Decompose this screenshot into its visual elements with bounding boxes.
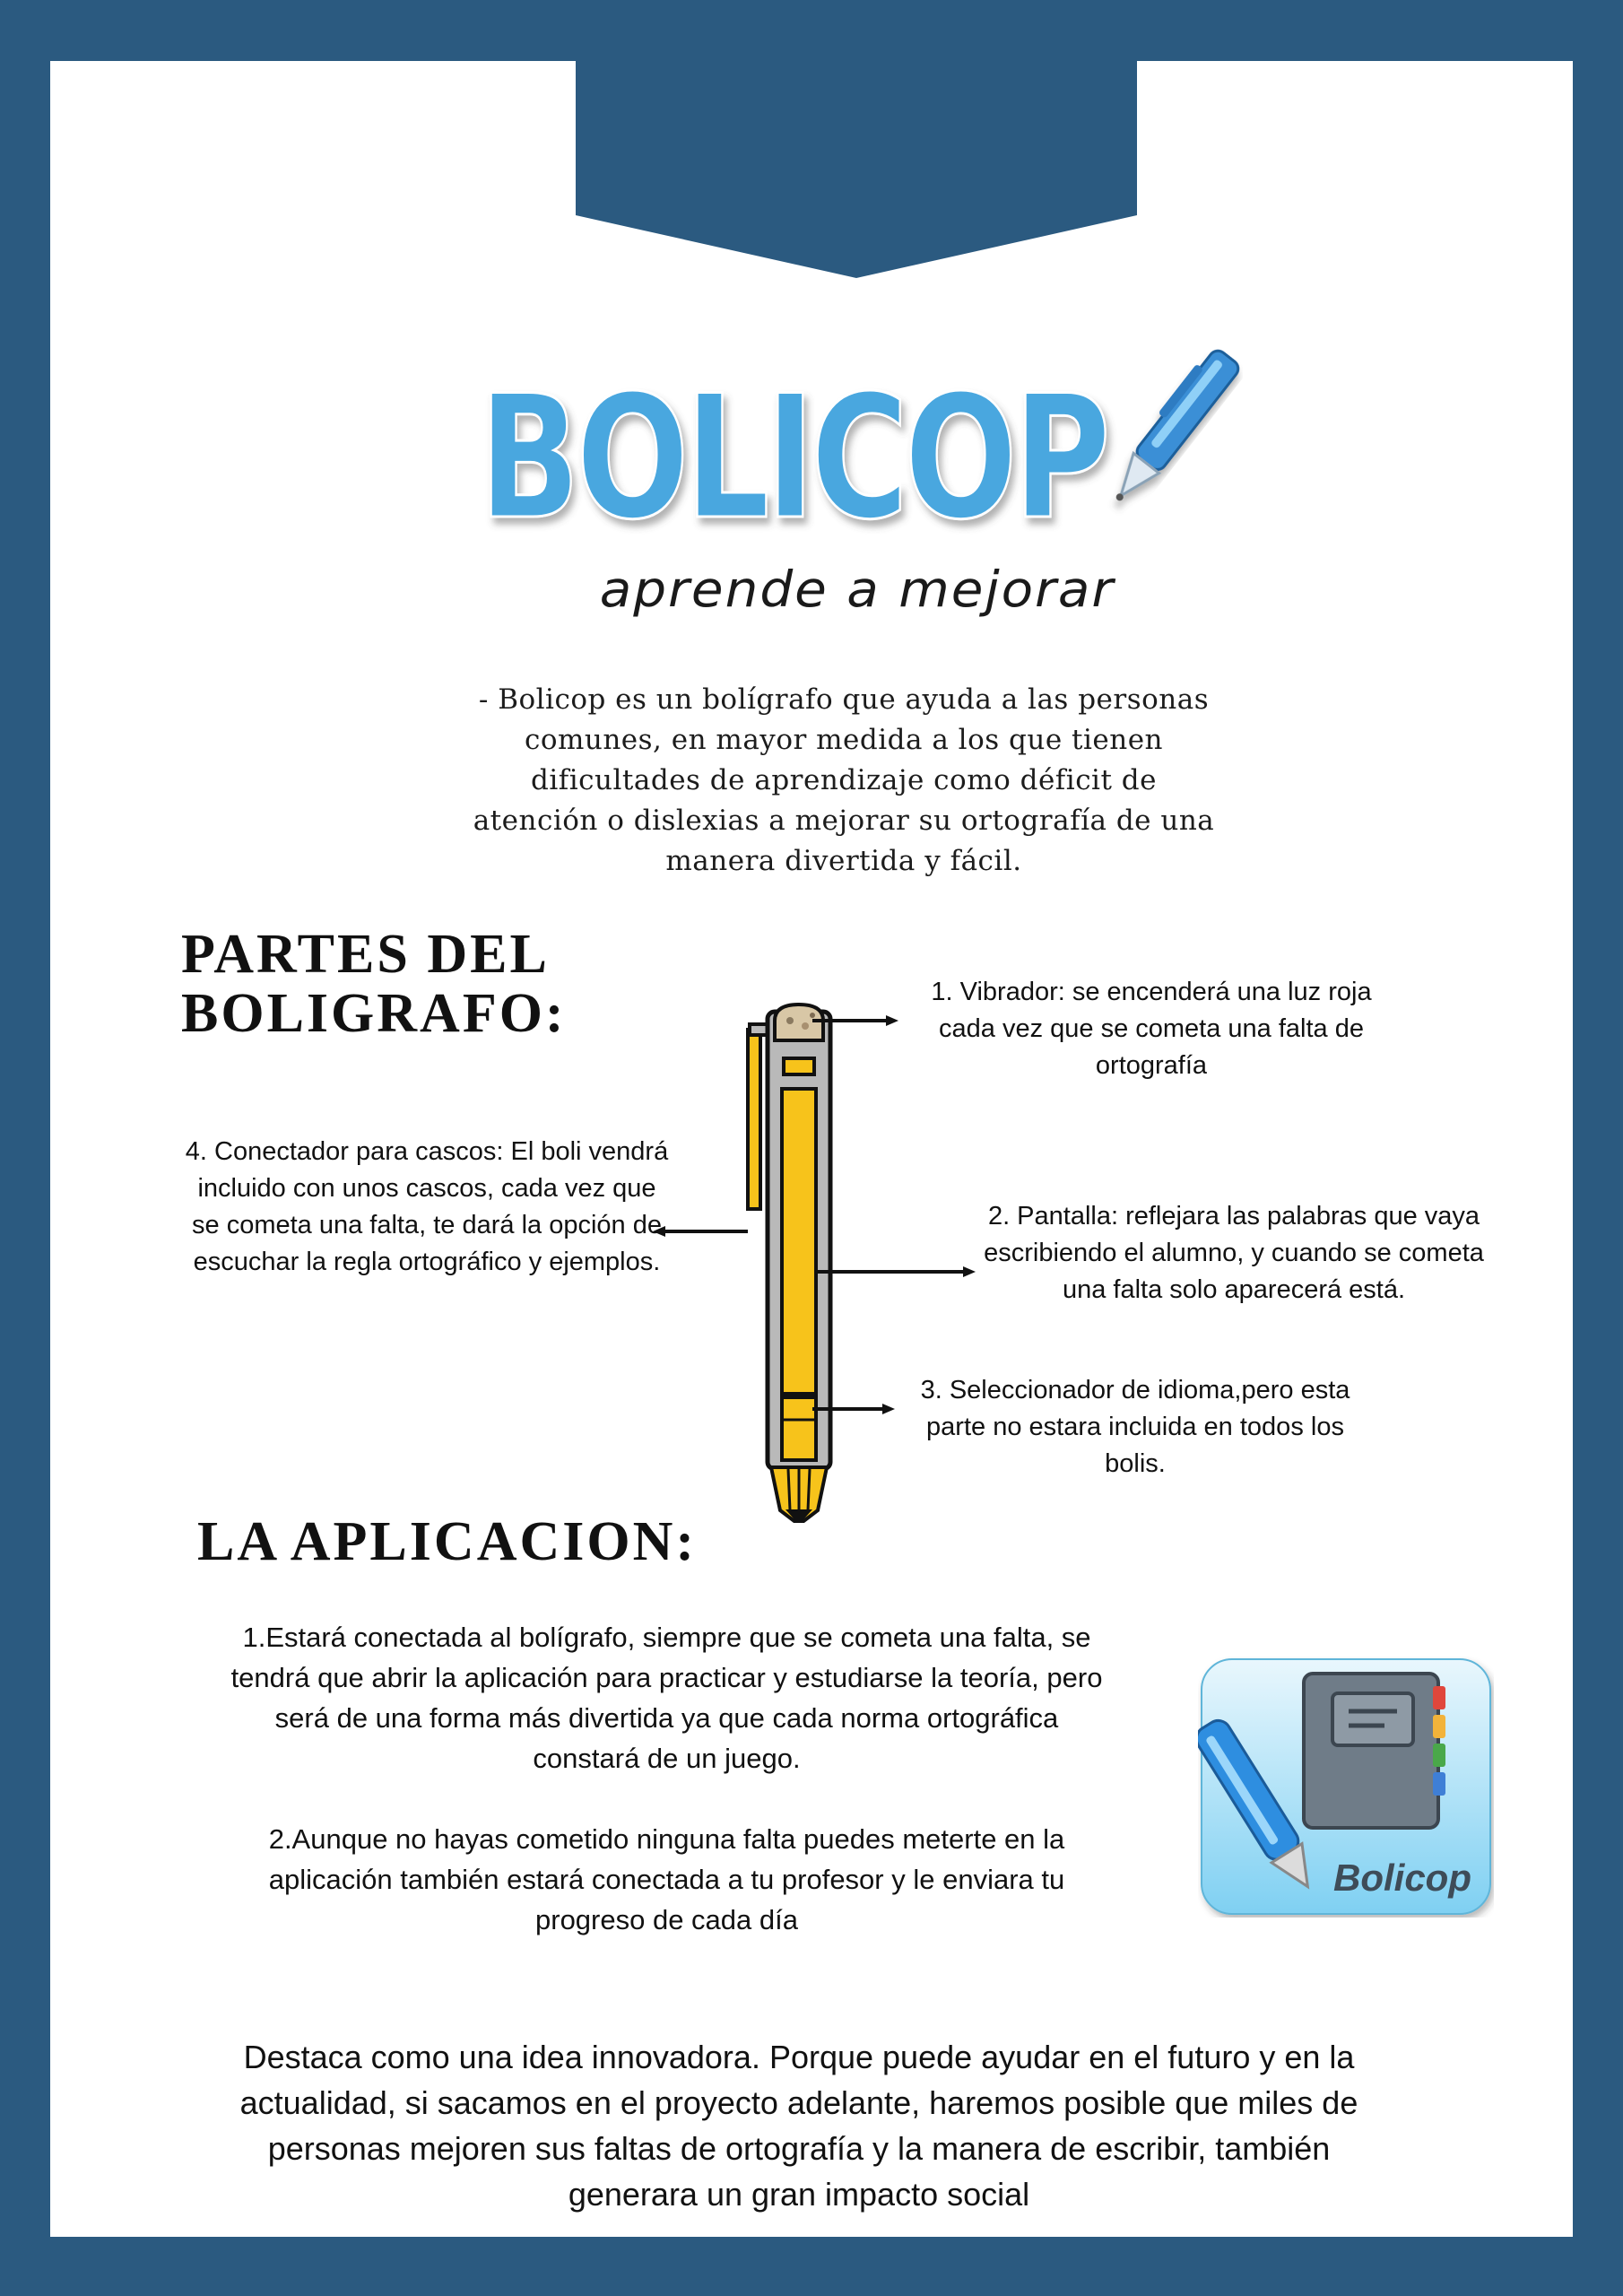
app-paragraph-2: 2.Aunque no hayas cometido ninguna falta puedes meterte en la aplicación también estará conectada a tu profesor y le enviara tu progreso de cada día bbox=[268, 1823, 1065, 1935]
tagline: aprende a mejorar bbox=[599, 560, 1115, 619]
parts-heading: PARTES DEL BOLIGRAFO: bbox=[181, 924, 567, 1044]
bolicop-logo bbox=[470, 337, 1205, 544]
part-label-headphone-connector: 4. Conectador para cascos: El boli vendrá incluido con unos cascos, cada vez que se cometa una falta, te dará la opción de escuchar la regla ortográfico y ejemplos. bbox=[185, 1137, 669, 1276]
chevron-banner bbox=[576, 61, 1137, 339]
logo-wordmark: BOLICOP bbox=[479, 359, 1107, 544]
intro-paragraph: - Bolicop es un bolígrafo que ayuda a las personas comunes, en mayor medida a los que tienen dificultades de aprendizaje como déficit de atención o dislexias a mejorar su ortografía de una manera divertida y fácil. bbox=[473, 683, 1215, 877]
notebook-icon bbox=[1304, 1674, 1445, 1828]
app-heading: LA APLICACION: bbox=[197, 1511, 698, 1572]
closing-paragraph: Destaca como una idea innovadora. Porque puede ayudar en el futuro y en la actualidad, si sacamos en el proyecto adelante, haremos posible que miles de personas mejoren sus faltas de ortografía y la manera de escribir, también generara un gran impacto social bbox=[239, 2039, 1358, 2213]
part-label-screen: 2. Pantalla: reflejara las palabras que vaya escribiendo el alumno, y cuando se cometa una falta solo aparecerá está. bbox=[984, 1202, 1484, 1304]
app-paragraph-1: 1.Estará conectada al bolígrafo, siempre que se cometa una falta, se tendrá que abrir la aplicación para practicar y estudiarse la teoría, pero será de una forma más divertida ya que cada norma ortográfica constará de un juego. bbox=[230, 1622, 1103, 1774]
app-icon-label: Bolicop bbox=[1333, 1857, 1471, 1899]
part-label-language-selector: 3. Seleccionador de idioma,pero esta parte no estara incluida en todos los bolis. bbox=[920, 1376, 1350, 1478]
poster-page bbox=[50, 61, 1573, 2237]
part-label-vibrator: 1. Vibrador: se encenderá una luz roja cada vez que se cometa una falta de ortografía bbox=[931, 978, 1372, 1080]
app-icon bbox=[1198, 1656, 1494, 1918]
pen-icon bbox=[1099, 337, 1243, 526]
